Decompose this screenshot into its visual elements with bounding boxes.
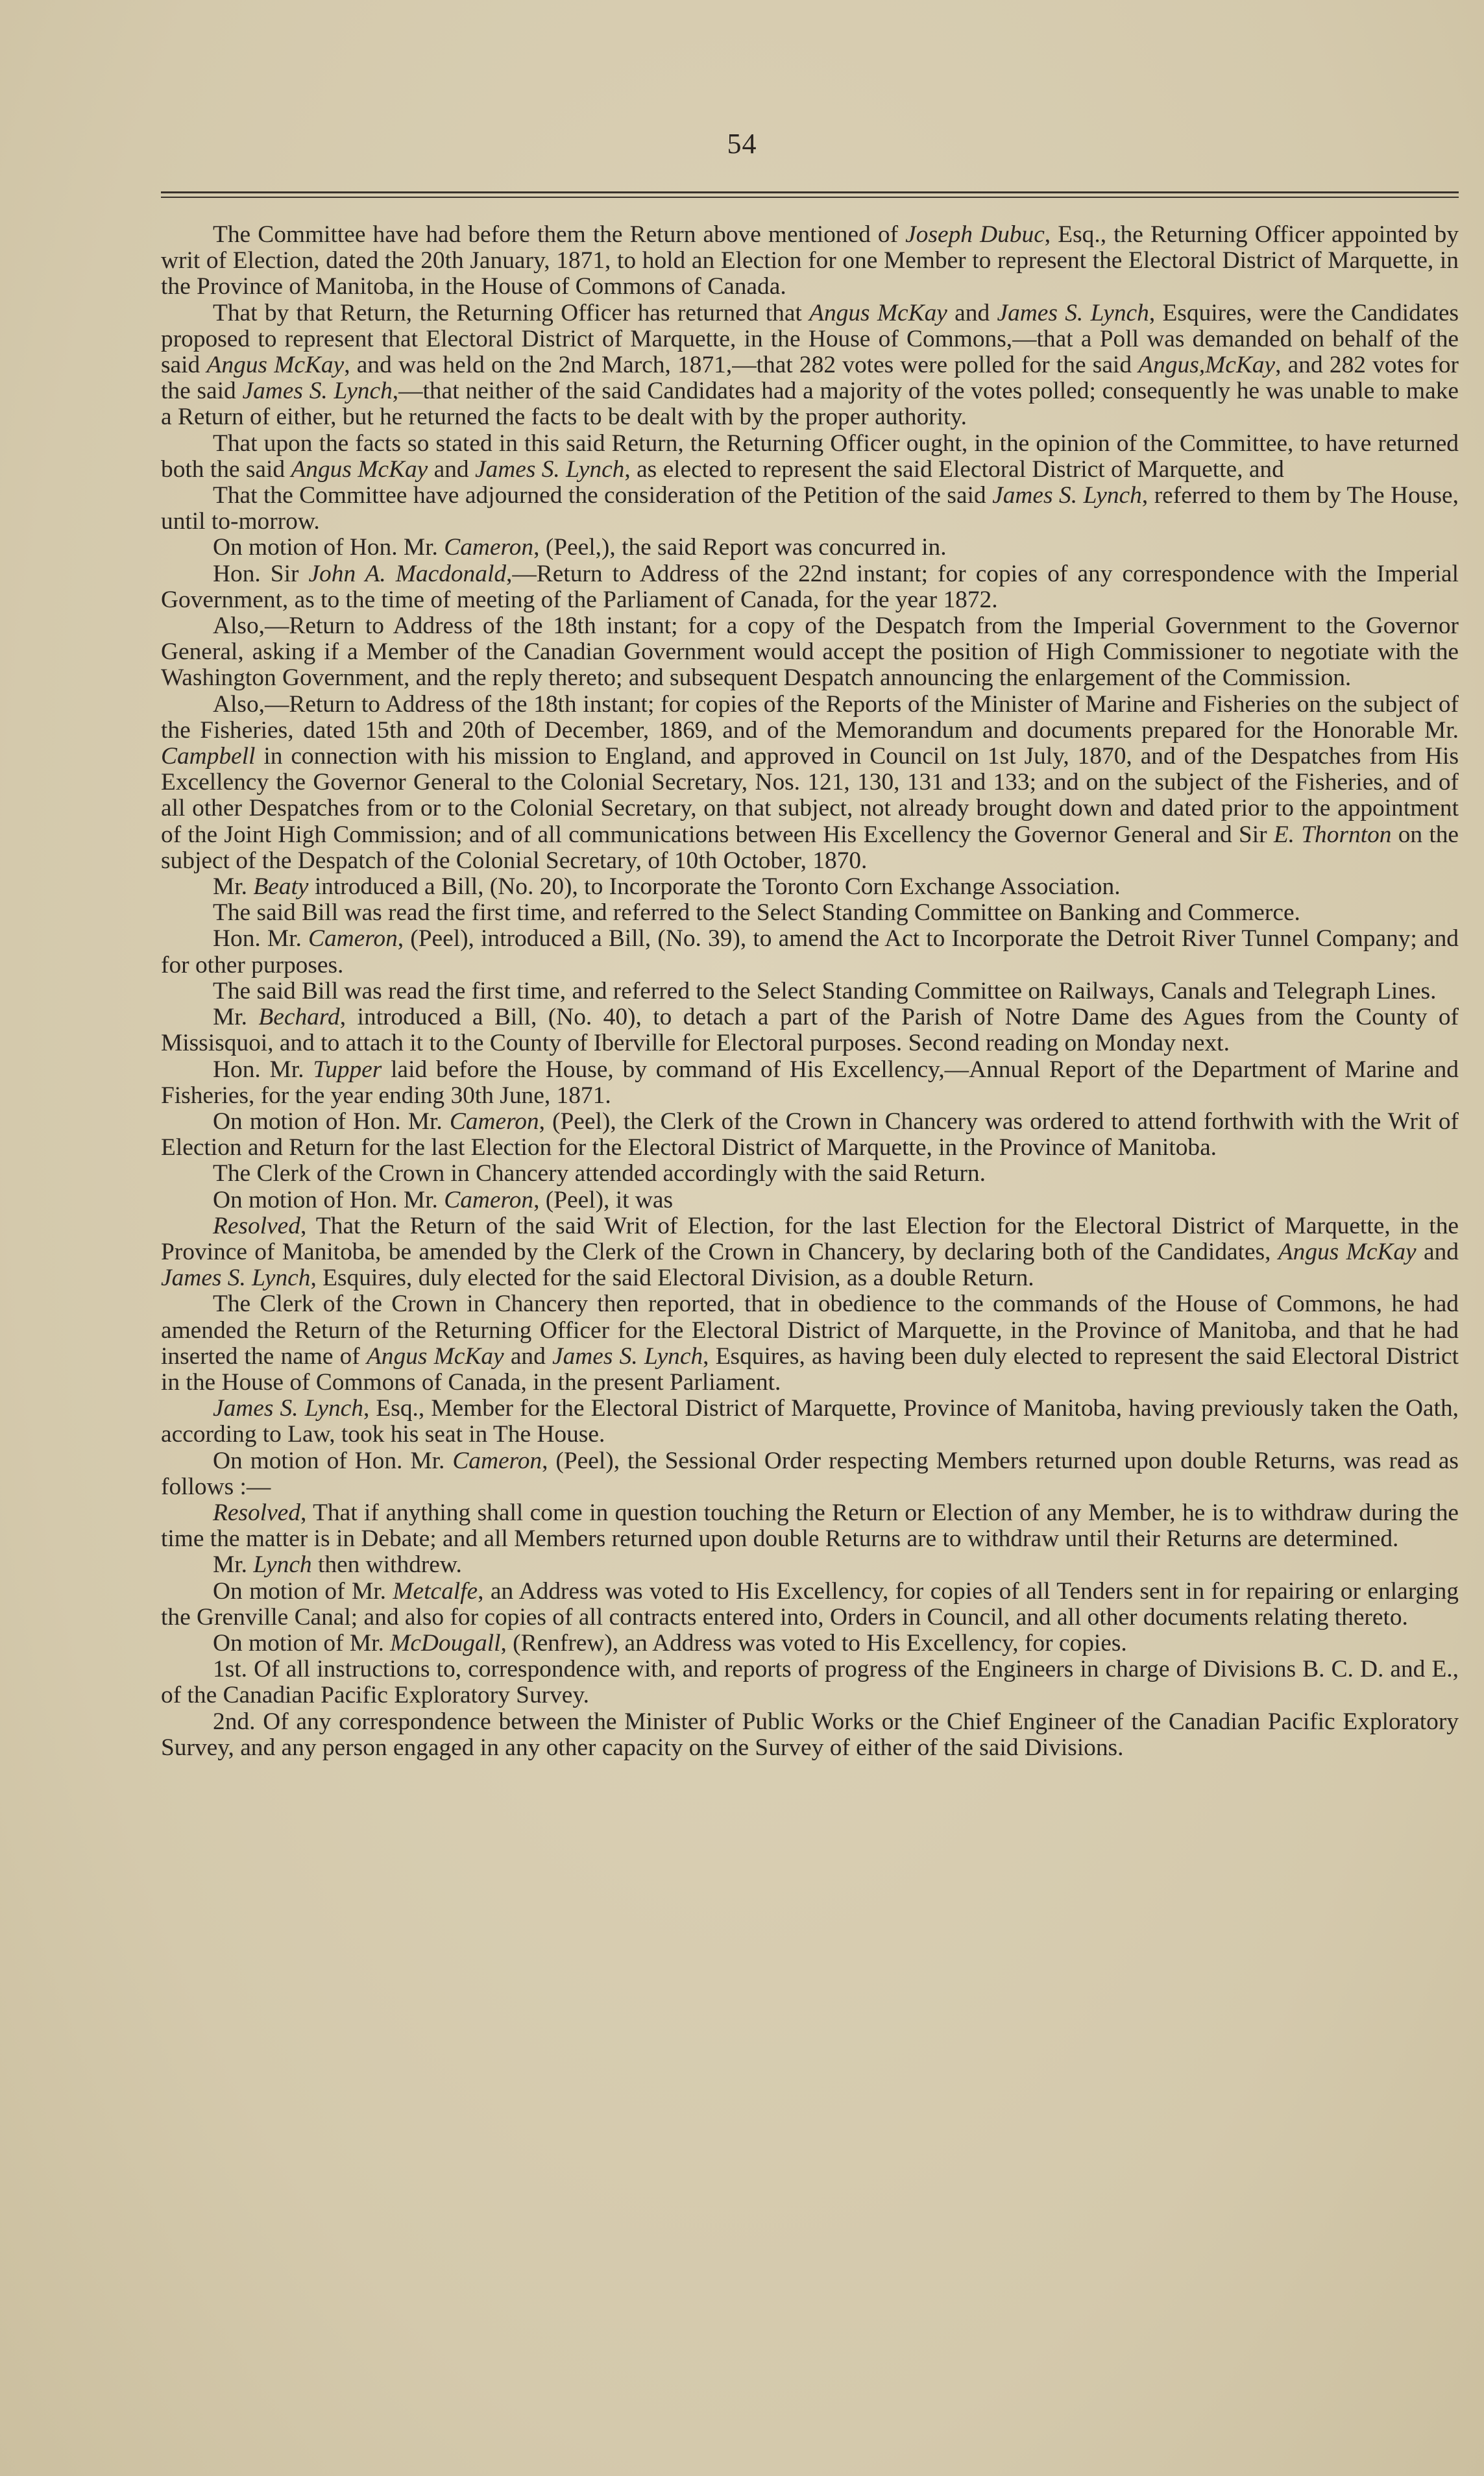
paragraph-text: , (Peel), it was [533,1186,674,1213]
paragraph [161,1448,1459,1500]
paragraph [161,1109,1459,1161]
italic-name: Angus McKay [366,1342,504,1370]
paragraph-text: Hon. Mr. [213,1056,313,1083]
paragraph [161,926,1459,978]
paragraph-text: introduced a Bill, (No. 20), to Incorporate the Toronto Corn Exchange Association. [308,873,1121,901]
paragraph-text: That upon the facts so stated in this said Return, the Returning Officer ought, in the opinion of the Committee, to have returned both the said [161,430,1459,483]
paragraph-text: and [947,299,997,326]
paragraph-text: , Esquires, duly elected for the said Electoral Division, as a double Return. [310,1265,1034,1292]
paragraph-text: The Clerk of the Crown in Chancery then reported, that in obedience to the commands of the House of Commons, he had amended the Return of the Returning Officer for the Electoral District of Marquette, in the Province of Manitoba, and that he had inserted the name of [161,1291,1459,1370]
italic-name: Metcalfe [393,1577,478,1605]
paragraph-text: Also,—Return to Address of the 18th instant; for copies of the Reports of the Minister of Marine and Fisheries on the subject of the Fisheries, dated 15th and 20th of December, 1869, and of the Memorandum and documents prepared for the Honorable Mr. [161,690,1459,744]
paragraph-text: , referred to them by The House, until to-morrow. [161,482,1459,535]
paragraph-text: , Esquires, were the Candidates proposed to represent that Electoral District of Marquette, in the House of Commons,—that a Poll was demanded on behalf of the said [161,299,1459,379]
paragraph-text: The Clerk of the Crown in Chancery attended accordingly with the said Return. [213,1160,986,1187]
paragraph-text: Hon. Sir [213,560,309,587]
italic-name: Angus McKay [1278,1238,1417,1265]
italic-name: Angus McKay [206,352,345,379]
paragraph-text: , and was held on the 2nd March, 1871,—that 282 votes were polled for the said [344,352,1139,379]
paragraph-text: in connection with his mission to England, and approved in Council on 1st July, 1870, and of the Despatches from His Excellency the Governor General to the Colonial Secretary, Nos. 121, 130, 131 and 133; and on the subject of the Fisheries, and of all other Despatches from or to the Colonial Secretary, on that subject, not already brought down and dated prior to the appointment of the Joint High Commission; and of all communications between His Excellency the Governor General and Sir [161,743,1459,848]
paragraph-text: , (Peel), the Sessional Order respecting Members returned upon double Returns, was read as follows :— [161,1447,1459,1500]
paragraph-text: On motion of Hon. Mr. [213,1447,453,1474]
paragraph-text: On motion of Mr. [213,1629,391,1657]
header-rule-thin [161,197,1459,198]
paragraph [161,1500,1459,1552]
paragraph-text: , (Peel,), the said Report was concurred in. [533,534,947,561]
paragraph-text: On motion of Mr. [213,1577,393,1605]
italic-name: Angus McKay [291,455,428,483]
italic-name: Campbell [161,743,256,770]
paragraph-text: ,—Return to Address of the 22nd instant; for copies of any correspondence with the Imperial Government, as to the time of meeting of the Parliament of Canada, for the year 1872. [161,560,1459,613]
paragraph-text: then withdrew. [311,1551,462,1579]
italic-name: Cameron [444,534,534,561]
paragraph [161,1161,1459,1187]
journal-body [161,222,1459,1761]
paragraph-text: On motion of Hon. Mr. [213,1186,444,1213]
page-number: 54 [727,128,757,160]
paragraph [161,1657,1459,1708]
italic-name: James S. Lynch [242,378,393,405]
italic-name: Cameron [452,1447,542,1474]
paragraph [161,1709,1459,1761]
italic-name: Angus McKay [809,299,947,326]
paragraph [161,1579,1459,1631]
paragraph [161,1187,1459,1213]
paragraph-text: That by that Return, the Returning Officer has returned that [213,299,810,326]
paragraph-text: Mr. [213,873,254,901]
paragraph-text: The said Bill was read the first time, and referred to the Select Standing Committee on Railways, Canals and Telegraph Lines. [213,977,1437,1004]
paragraph [161,561,1459,613]
italic-name: E. Thornton [1273,821,1392,848]
paragraph-text: 2nd. Of any correspondence between the Minister of Public Works or the Chief Engineer of the Canadian Pacific Exploratory Survey, and any person engaged in any other capacity on the Survey of either of the said Divisions. [161,1708,1459,1761]
italic-name: Bechard [258,1004,340,1031]
italic-name: James S. Lynch [474,455,625,483]
paragraph-text: On motion of Hon. Mr. [213,1108,450,1135]
paragraph [161,1004,1459,1056]
italic-name: McDougall [390,1629,501,1657]
italic-name: Tupper [313,1056,382,1083]
italic-name: James S. Lynch [992,482,1142,509]
paragraph-text: , Esq., Member for the Electoral District of Marquette, Province of Manitoba, having previously taken the Oath, according to Law, took his seat in The House. [161,1395,1459,1448]
italic-name: James S. Lynch [161,1265,311,1292]
paragraph-text: and [504,1342,553,1370]
paragraph-text: ,—that neither of the said Candidates had a majority of the votes polled; consequently he was unable to make a Return of either, but he returned the facts to be dealt with by the proper authority. [161,378,1459,431]
paragraph-text: , and 282 votes for the said [161,352,1459,405]
paragraph [161,1552,1459,1578]
paragraph-text: The Committee have had before them the Return above mentioned of [213,221,906,248]
paragraph [161,1291,1459,1396]
paragraph [161,483,1459,535]
paragraph [161,692,1459,874]
paragraph-text: laid before the House, by command of His Excellency,—Annual Report of the Department of Marine and Fisheries, for the year ending 30th June, 1871. [161,1056,1459,1109]
paragraph [161,613,1459,692]
paragraph [161,1631,1459,1657]
italic-name: Angus,McKay [1138,352,1276,379]
paragraph-text: , Esquires, as having been duly elected to represent the said Electoral District in the House of Commons of Canada, in the present Parliament. [161,1342,1459,1396]
paragraph-text: That the Committee have adjourned the consideration of the Petition of the said [213,482,993,509]
italic-name: Resolved [213,1212,300,1239]
paragraph-text: , That if anything shall come in question touching the Return or Election of any Member, he is to withdraw during the time the matter is in Debate; and all Members returned upon double Returns are to withdraw until their Returns are determined. [161,1499,1459,1553]
italic-name: John A. Macdonald [308,560,507,587]
paragraph [161,874,1459,900]
paragraph [161,431,1459,483]
paragraph [161,222,1459,300]
italic-name: James S. Lynch [997,299,1149,326]
paragraph-text: , (Renfrew), an Address was voted to His Excellency, for copies. [500,1629,1127,1657]
paragraph-text: , introduced a Bill, (No. 40), to detach a part of the Parish of Notre Dame des Agues from the County of Missisquoi, and to attach it to the County of Iberville for Electoral purposes. Second reading on Monday next. [161,1004,1459,1057]
italic-name: Cameron [308,925,398,953]
paragraph-text: Mr. [213,1004,259,1031]
paragraph [161,535,1459,561]
paragraph-text: Hon. Mr. [213,925,308,953]
italic-name: James S. Lynch [213,1395,363,1422]
paragraph-text: , Esq., the Returning Officer appointed by writ of Election, dated the 20th January, 1871, to hold an Election for one Member to represent the Electoral District of Marquette, in the Province of Manitoba, in the House of Commons of Canada. [161,221,1459,300]
paragraph [161,1396,1459,1448]
italic-name: Beaty [253,873,309,901]
paragraph-text: On motion of Hon. Mr. [213,534,444,561]
italic-name: James S. Lynch [552,1342,703,1370]
paragraph [161,978,1459,1004]
paragraph-text: , (Peel), introduced a Bill, (No. 39), to amend the Act to Incorporate the Detroit River Tunnel Company; and for other purposes. [161,925,1459,978]
italic-name: Cameron [449,1108,539,1135]
italic-name: Resolved [213,1499,300,1526]
paragraph [161,1213,1459,1292]
italic-name: Lynch [253,1551,312,1579]
paragraph-text: and [428,455,475,483]
paragraph-text: , That the Return of the said Writ of Election, for the last Election for the Electoral District of Marquette, in the Province of Manitoba, be amended by the Clerk of the Crown in Chancery, by declaring both of the Candidates, [161,1212,1459,1265]
paragraph [161,1057,1459,1109]
paragraph-text: and [1416,1238,1459,1265]
paragraph-text: Mr. [213,1551,254,1579]
paragraph-text: , an Address was voted to His Excellency, for copies of all Tenders sent in for repairing or enlarging the Grenville Canal; and also for copies of all contracts entered into, Orders in Council, and all other documents relating thereto. [161,1577,1459,1631]
header-rule [161,191,1459,193]
italic-name: Cameron [444,1186,534,1213]
paragraph-text: on the subject of the Despatch of the Colonial Secretary, of 10th October, 1870. [161,821,1459,874]
paragraph-text: 1st. Of all instructions to, correspondence with, and reports of progress of the Engineers in charge of Divisions B. C. D. and E., of the Canadian Pacific Exploratory Survey. [161,1656,1459,1709]
italic-name: Joseph Dubuc [905,221,1045,248]
paragraph-text: Also,—Return to Address of the 18th instant; for a copy of the Despatch from the Imperial Government to the Governor General, asking if a Member of the Canadian Government would accept the position of High Commissioner to negotiate with the Washington Government, and the reply thereto; and subsequent Despatch announcing the enlargement of the Commission. [161,613,1459,692]
paragraph-text: , (Peel), the Clerk of the Crown in Chancery was ordered to attend forthwith with the Writ of Election and Return for the last Election for the Electoral District of Marquette, in the Province of Manitoba. [161,1108,1459,1161]
paragraph-text: The said Bill was read the first time, and referred to the Select Standing Committee on Banking and Commerce. [213,899,1300,927]
paragraph-text: , as elected to represent the said Electoral District of Marquette, and [624,455,1284,483]
paragraph [161,300,1459,431]
paragraph [161,900,1459,926]
